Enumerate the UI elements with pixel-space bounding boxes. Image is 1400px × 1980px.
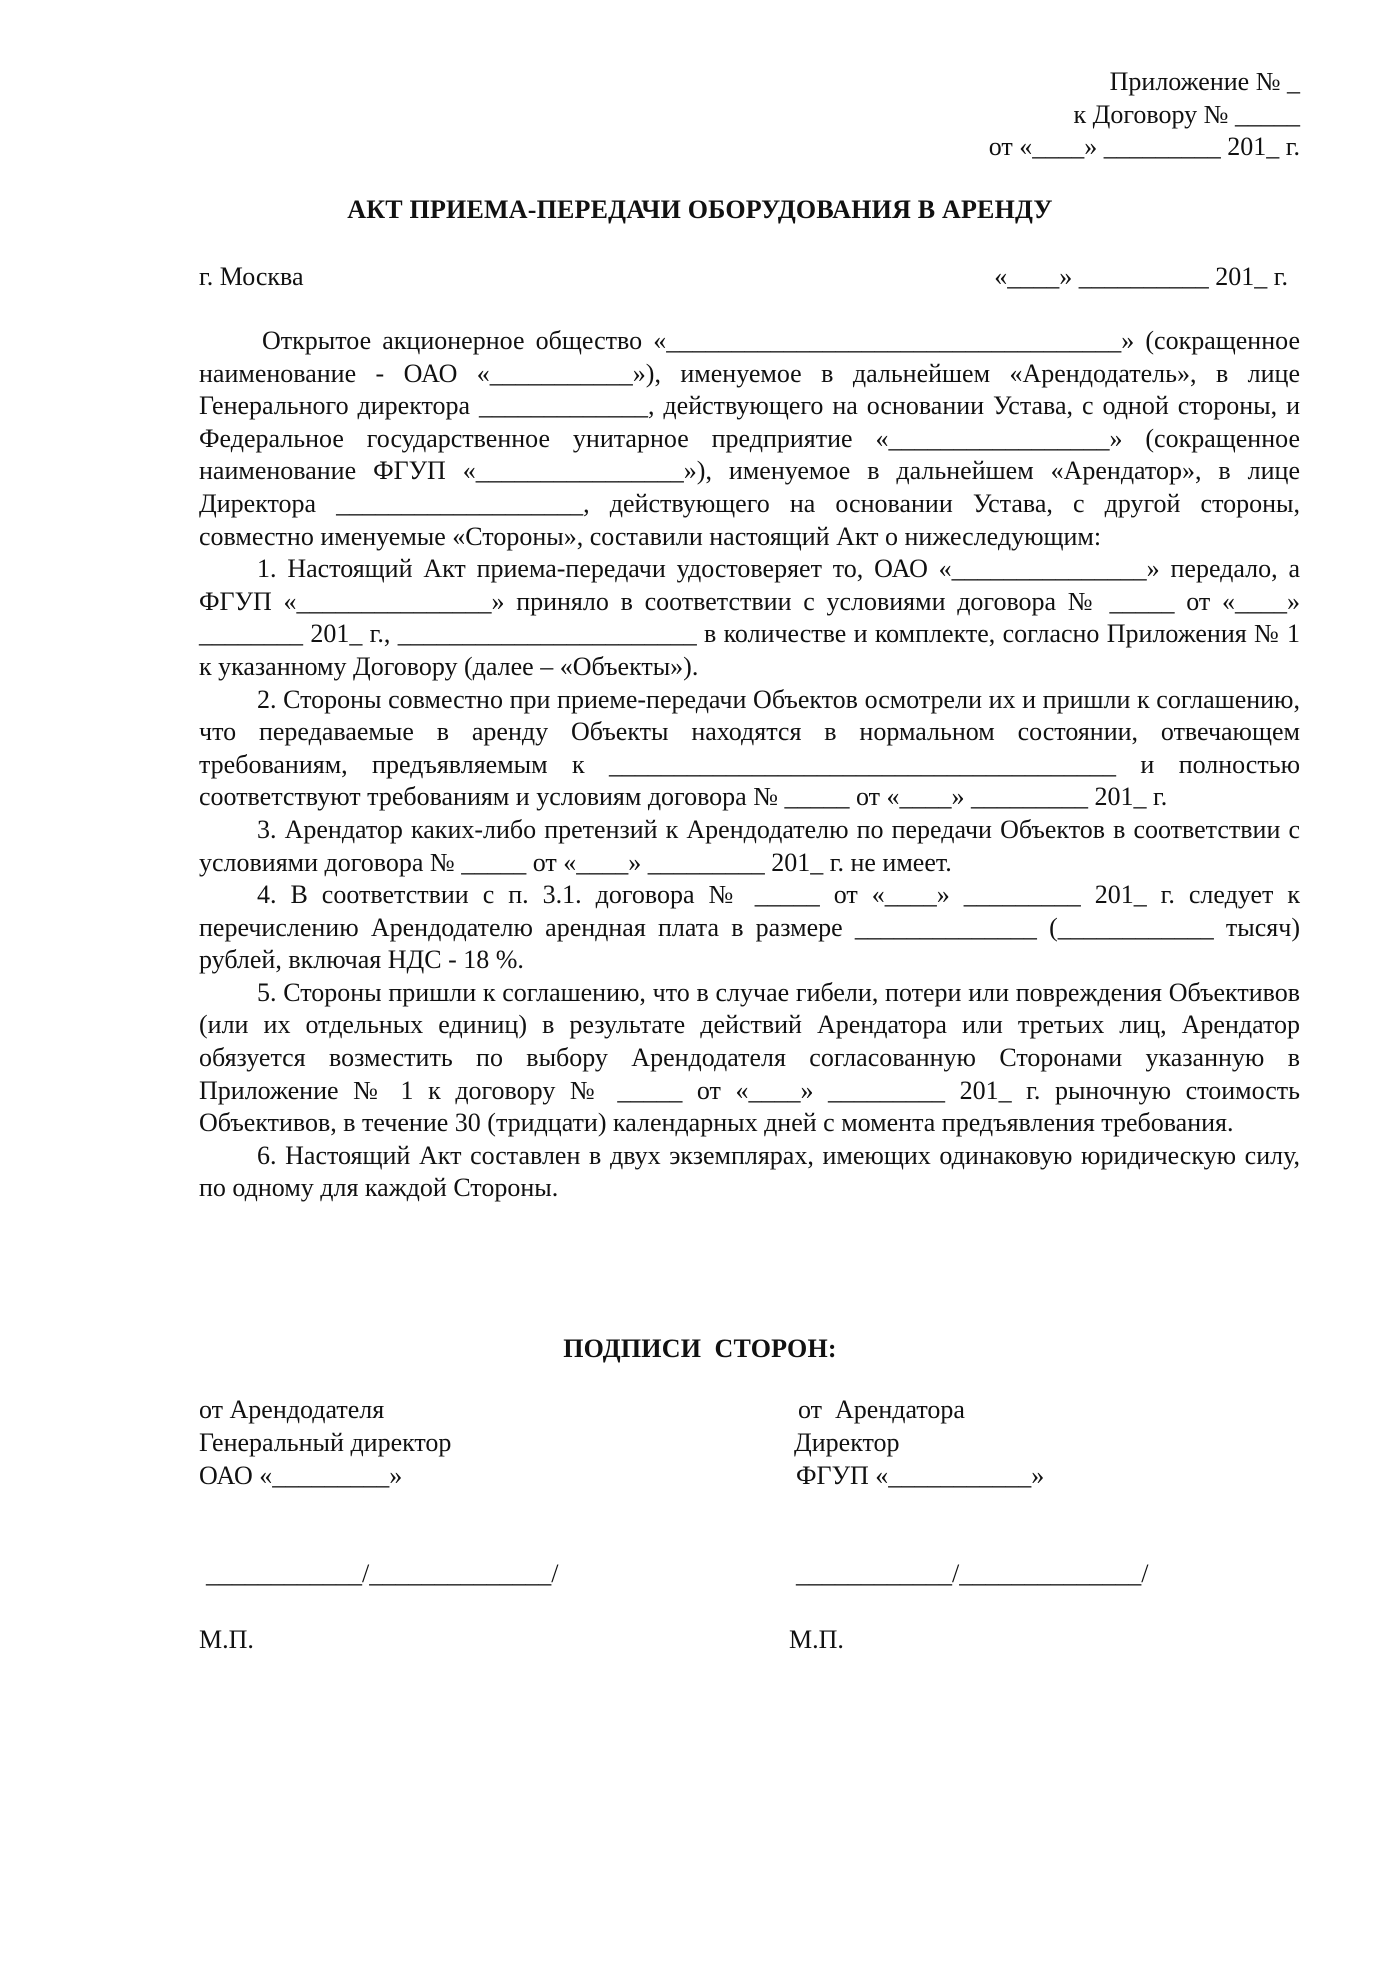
lessor-from: от Арендодателя <box>199 1395 385 1424</box>
place: г. Москва <box>199 262 304 291</box>
lessee-from: от Арендатора <box>798 1395 965 1424</box>
clause-1: 1. Настоящий Акт приема-передачи удостоверяет то, ОАО «_______________» передало, а ФГУП «_______________» приняло в соответствии с условиями договора № _____ от «____» ________ 201_ г., _______________________ в количестве и комплекте, согласно Приложения № 1 к указанному Договору (далее – «Объекты»). <box>199 554 1300 681</box>
act-date: «____» __________ 201_ г. <box>994 262 1288 291</box>
lessee-position: Директор <box>794 1428 900 1457</box>
clause-2: 2. Стороны совместно при приеме-передачи Объектов осмотрели их и пришли к соглашению, что передаваемые в аренду Объекты находятся в нормальном состоянии, отвечающем требованиям, предъявляемым к _______________________________________ и полностью соответствуют требованиям и условиям договора № _____ от «____» _________ 201_ г. <box>199 684 1300 812</box>
lessor-stamp: М.П. <box>199 1625 254 1654</box>
lessee-org: ФГУП «___________» <box>796 1461 1045 1490</box>
lessor-position: Генеральный директор <box>199 1428 452 1457</box>
contract-date: от «____» _________ 201_ г. <box>988 132 1300 161</box>
clause-5: 5. Стороны пришли к соглашению, что в случае гибели, потери или повреждения Объективов (или их отдельных единиц) в результате действий Арендатора или третьих лиц, Арендатор обязуется возместить по выбору Арендодателя согласованную Сторонами указанную в Приложение № 1 к договору № _____ от «____» _________ 201_ г. рыночную стоимость Объективов, в течение 30 (тридцати) календарных дней с момента предъявления требования. <box>199 977 1300 1138</box>
lessee-signature-line: ____________/______________/ <box>796 1559 1149 1588</box>
clause-4: 4. В соответствии с п. 3.1. договора № _____ от «____» _________ 201_ г. следует к перечислению Арендодателю арендная плата в размере ______________ (____________ тысяч) рублей, включая НДС - 18 %. <box>199 880 1300 975</box>
lessor-signature-line: ____________/______________/ <box>206 1559 559 1588</box>
lessee-stamp: М.П. <box>789 1625 844 1654</box>
clause-3: 3. Арендатор каких-либо претензий к Арендодателю по передачи Объектов в соответствии с условиями договора № _____ от «____» _________ 201_ г. не имеет. <box>199 814 1300 877</box>
document-title: АКТ ПРИЕМА-ПЕРЕДАЧИ ОБОРУДОВАНИЯ В АРЕНДУ <box>347 195 1053 224</box>
contract-reference: к Договору № _____ <box>1073 100 1300 129</box>
intro-paragraph: Открытое акционерное общество «___________________________________» (сокращенное наименование - ОАО «___________»), именуемое в дальнейшем «Арендодатель», в лице Генерального директора _____________, действующего на основании Устава, с одной стороны, и Федеральное государственное унитарное предприятие «_________________» (сокращенное наименование ФГУП «________________»), именуемое в дальнейшем «Арендатор», в лице Директора ___________________, действующего на основании Устава, с другой стороны, совместно именуемые «Стороны», составили настоящий Акт о нижеследующим: <box>199 326 1300 551</box>
lessor-org: ОАО «_________» <box>199 1461 403 1490</box>
clause-6: 6. Настоящий Акт составлен в двух экземплярах, имеющих одинаковую юридическую силу, по одному для каждой Стороны. <box>199 1140 1300 1203</box>
signatures-title: ПОДПИСИ СТОРОН: <box>563 1334 837 1363</box>
appendix-number: Приложение № _ <box>1109 67 1300 96</box>
act-body <box>199 325 1300 1205</box>
